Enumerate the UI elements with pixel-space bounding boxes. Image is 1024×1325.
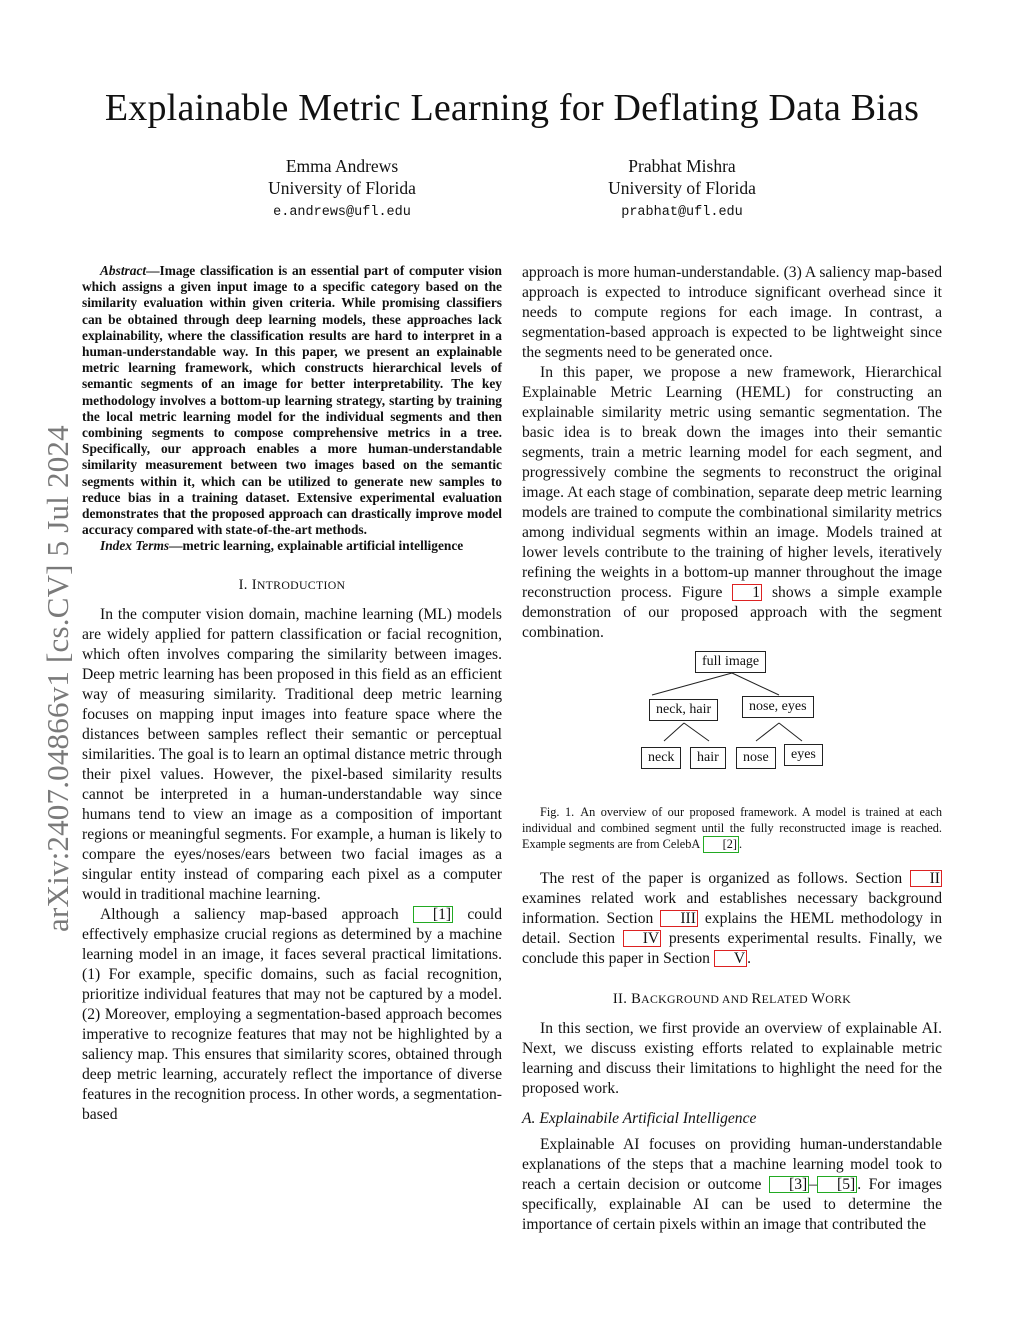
- section-heading-background: II. BACKGROUND AND RELATED WORK: [612, 991, 852, 1007]
- arxiv-sidebar: [20, 372, 75, 932]
- edge-root-right: [732, 673, 779, 695]
- section-link[interactable]: V: [714, 950, 747, 967]
- author-email[interactable]: e.andrews@ufl.edu: [273, 205, 411, 220]
- author-name: Emma Andrews: [285, 156, 399, 176]
- intro-paragraph-1: In the computer vision domain, machine learning (ML) models are widely applied for pattern classification or facial recognition, which often involves comparing the similarity between images. Deep metric learning has been proposed in this field as an efficient way of measuring similarity. Traditional deep metric learning focuses on mapping input images into feature space where the distances between samples reflect their semantic or perceptual similarities. The goal is to learn an optimal distance metric through their pixel values. However, the pixel-based similarity results cannot be interpreted in a human-understandable way since humans tend to view an image as a composition of important regions or meaningful segments. For example, a human is likely to compare the eyes/noses/ears between two facial images as a singular entity instead of comparing each pixel as a computer would in traditional machine learning.: [82, 605, 502, 903]
- figure-1-caption: Fig. 1. An overview of our proposed framework. A model is trained at each individual and combined segment until the fully reconstructed image is reached. Example segments are from CelebA [2] .: [522, 805, 942, 851]
- left-column: [82, 263, 502, 1125]
- intro-paragraph-2-continued: approach is more human-understandable. (3) A saliency map-based approach is expected to introduce significant overhead since it needs to compute regions for each image. In contrast, a segmentation-based approach is expected to be lightweight since the segments need to be generated once.: [522, 264, 942, 361]
- index-terms-text: —metric learning, explainable artificial intelligence: [169, 538, 464, 554]
- intro-paragraph-2: Although a saliency map-based approach [1] could effectively emphasize crucial regions as determined by a machine learning model in an image, it faces several practical limitations. (1) For example, specific domains, such as facial recognition, prioritize individual features that may not be captured by a model. (2) Moreover, employing a segmentation-based approach becomes imperative to recognize features that may not be highlighted by a saliency map. This ensures that similarity scores, obtained through deep metric learning, accurately reflect the importance of diverse features in the recognition process. In other words, a segmentation-based: [82, 905, 502, 1123]
- tree-node-neck-hair: neck, hair: [649, 699, 718, 721]
- paper-title: Explainable Metric Learning for Deflating Data Bias: [104, 87, 920, 129]
- arxiv-identifier: arXiv:2407.04866v1 [cs.CV] 5 Jul 2024: [40, 425, 75, 932]
- figure-1-tree-diagram: [522, 643, 942, 793]
- tree-leaf-nose: nose: [736, 747, 776, 769]
- organization-paragraph: The rest of the paper is organized as follows. Section II examines related work and establishes necessary background information. Section III explains the HEML methodology in detail. Section IV presents experimental results. Finally, we conclude this paper in Section V .: [522, 870, 943, 967]
- abstract: [82, 263, 502, 538]
- author-name: Prabhat Mishra: [628, 156, 736, 176]
- subsection-heading-explainable-ai: A. Explainabile Artificial Intelligence: [522, 1110, 757, 1127]
- tree-node-nose-eyes: nose, eyes: [742, 696, 814, 718]
- index-terms: [82, 538, 502, 554]
- background-paragraph-1: In this section, we first provide an overview of explainable AI. Next, we discuss existing efforts related to explainable metric learning and discuss their limitations to highlight the need for the proposed work.: [522, 1020, 942, 1097]
- author-block-1: [222, 155, 462, 224]
- section-link[interactable]: III: [660, 910, 698, 927]
- author-affiliation: University of Florida: [608, 178, 756, 198]
- section-link[interactable]: IV: [623, 930, 661, 947]
- citation-link[interactable]: [5]: [817, 1176, 857, 1193]
- edge-right-eyes: [779, 723, 802, 741]
- citation-link[interactable]: [2]: [703, 836, 739, 853]
- section-heading-introduction: I. INTRODUCTION: [238, 576, 346, 593]
- edge-right-nose: [756, 723, 779, 741]
- figure-link[interactable]: 1: [732, 584, 762, 601]
- abstract-label: Abstract: [100, 263, 147, 278]
- intro-paragraph-3: In this paper, we propose a new framework, Hierarchical Explainable Metric Learning (HEML) for constructing an explainable similarity metric using semantic segmentation. The basic idea is to break down the images into their semantic segments, train a metric learning model for each segment, and progressively combine the segments to reconstruct the original image. At each stage of combination, separate deep metric learning models are trained to compute the combinational similarity metrics among individual segments within an image. Models trained at lower levels contribute to the training of higher levels, iteratively refining the weights in a bottom-up manner throughout the image reconstruction process. Figure 1 shows a simple example demonstration of our proposed approach with the segment combination.: [522, 364, 942, 641]
- citation-link[interactable]: [1]: [413, 906, 453, 923]
- tree-leaf-neck: neck: [641, 747, 681, 769]
- author-affiliation: University of Florida: [268, 178, 416, 198]
- section-link[interactable]: II: [910, 870, 942, 887]
- tree-leaf-hair: hair: [690, 747, 726, 769]
- edge-left-neck: [664, 723, 684, 741]
- index-terms-label: Index Terms: [100, 538, 170, 554]
- edge-left-hair: [684, 723, 709, 741]
- edge-root-left: [652, 673, 732, 695]
- author-email[interactable]: prabhat@ufl.edu: [621, 205, 743, 220]
- tree-leaf-eyes: eyes: [784, 744, 823, 766]
- abstract-text: —Image classification is an essential part of computer vision which assigns a given input image to a specific category based on the similarity evaluation within given criteria. While promising classifiers can be obtained through deep learning models, these approaches lack explainability, where the classification results are hard to interpret in a human-understandable way. In this paper, we present an explainable metric learning framework, which constructs hierarchical levels of semantic segments of an image for better interpretability. The key methodology involves a bottom-up learning strategy, starting by training the local metric learning model for the individual segments and then combining segments to compose comprehensive metrics in a tree. Specifically, our approach enables a more human-understandable similarity measurement between two images based on the semantic segments within it, which can be utilized to generate new samples to reduce bias in a training dataset. Extensive experimental evaluation demonstrates that the proposed approach can drastically improve model accuracy compared with state-of-the-art methods.: [82, 263, 502, 538]
- citation-link[interactable]: [3]: [769, 1176, 809, 1193]
- tree-node-full-image: full image: [695, 651, 766, 673]
- author-block-2: [562, 155, 802, 224]
- right-column: [522, 263, 942, 1235]
- background-paragraph-2: Explainable AI focuses on providing human-understandable explanations of the steps that a machine learning model took to reach a certain decision or outcome [3] – [5] . For images specifically, explainable AI can be used to determine the importance of certain pixels within an image that contributed the: [522, 1136, 943, 1233]
